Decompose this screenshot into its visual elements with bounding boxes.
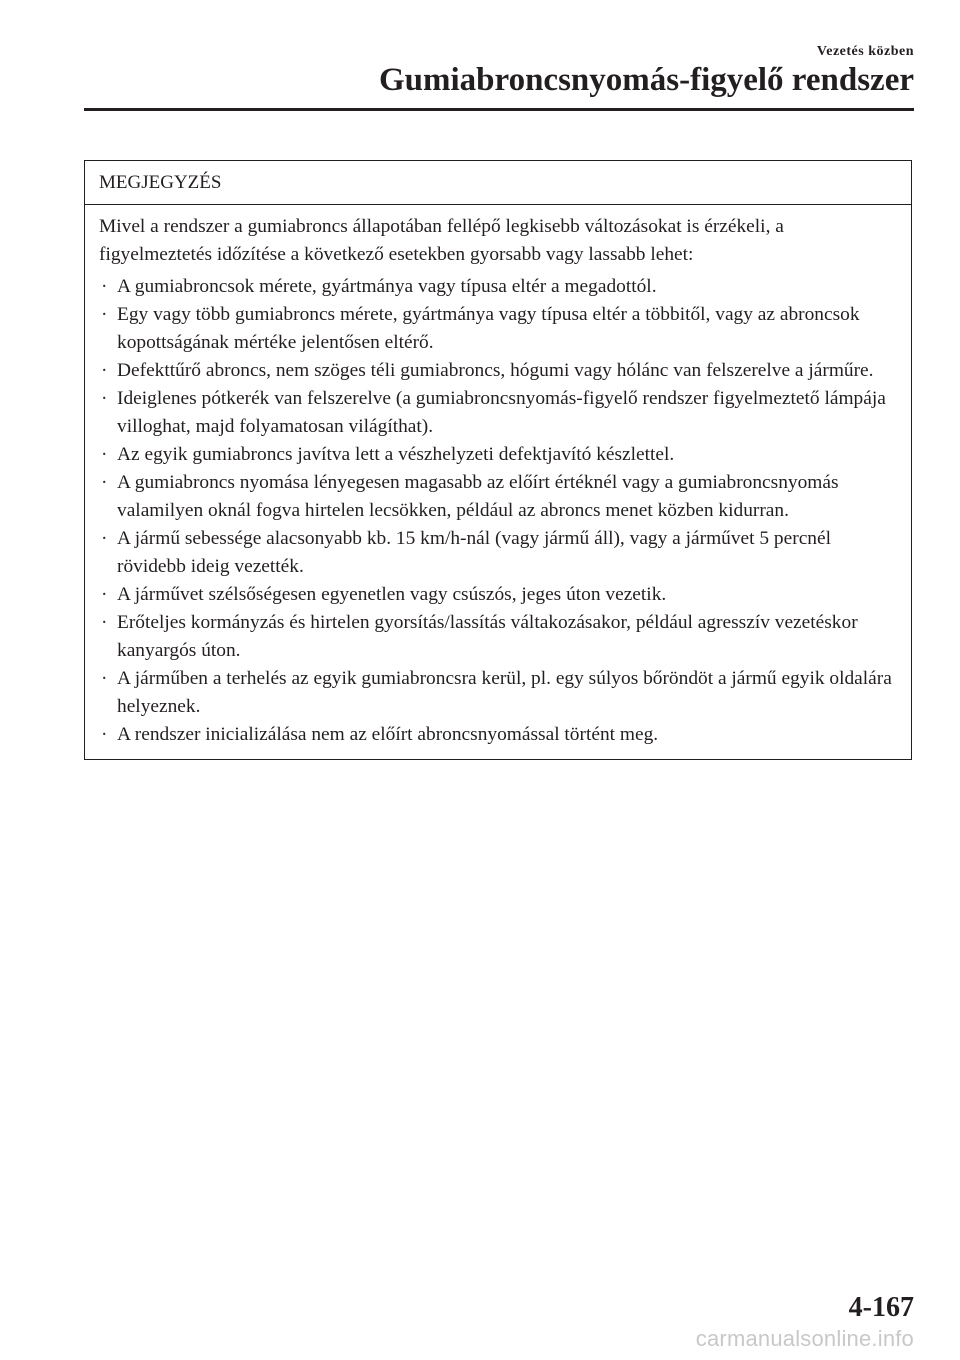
list-item-text: Ideiglenes pótkerék van felszerelve (a gumiabroncsnyomás-figyelő rendszer figyelmeztető lámpája villoghat, majd folyamatosan világíthat). — [117, 387, 886, 437]
list-item-text: A járművet szélsőségesen egyenetlen vagy csúszós, jeges úton vezetik. — [117, 583, 667, 605]
list-item — [99, 357, 897, 385]
section-label: Vezetés közben — [816, 44, 914, 59]
bullet-icon: · — [101, 387, 108, 409]
note-box — [84, 160, 912, 760]
list-item — [99, 441, 897, 469]
note-heading: MEGJEGYZÉS — [85, 161, 911, 205]
note-intro: Mivel a rendszer a gumiabroncs állapotában fellépő legkisebb változásokat is érzékeli, a figyelmeztetés időzítése a következő esetekben gyorsabb vagy lassabb lehet: — [99, 215, 784, 265]
list-item-text: A jármű sebessége alacsonyabb kb. 15 km/h-nál (vagy jármű áll), vagy a járművet 5 percnél rövidebb ideig vezették. — [117, 527, 831, 577]
list-item-text: A rendszer inicializálása nem az előírt abroncsnyomással történt meg. — [117, 723, 659, 745]
list-item — [99, 665, 897, 721]
list-item-text: Egy vagy több gumiabroncs mérete, gyártmánya vagy típusa eltér a többitől, vagy az abroncsok kopottságának mértéke jelentősen eltérő. — [117, 303, 860, 353]
list-item — [99, 525, 897, 581]
list-item-text: Az egyik gumiabroncs javítva lett a vészhelyzeti defektjavító készlettel. — [117, 443, 675, 465]
bullet-icon: · — [101, 527, 108, 549]
list-item — [99, 385, 897, 441]
list-item — [99, 609, 897, 665]
title-rule — [84, 108, 914, 111]
watermark: carmanualsonline.info — [695, 1326, 914, 1351]
bullet-icon: · — [101, 303, 108, 325]
list-item — [99, 469, 897, 525]
list-item-text: A gumiabroncsok mérete, gyártmánya vagy típusa eltér a megadottól. — [117, 275, 657, 297]
list-item — [99, 301, 897, 357]
bullet-icon: · — [101, 471, 108, 493]
list-item — [99, 581, 897, 609]
page-title: Gumiabroncsnyomás-figyelő rendszer — [378, 62, 914, 98]
bullet-icon: · — [101, 723, 108, 745]
page-number: 4-167 — [848, 1292, 914, 1323]
bullet-list — [99, 273, 897, 749]
bullet-icon: · — [101, 583, 108, 605]
list-item-text: Defekttűrő abroncs, nem szöges téli gumiabroncs, hógumi vagy hólánc van felszerelve a járműre. — [117, 359, 874, 381]
bullet-icon: · — [101, 611, 108, 633]
bullet-icon: · — [101, 443, 108, 465]
list-item — [99, 721, 897, 749]
bullet-icon: · — [101, 667, 108, 689]
list-item-text: Erőteljes kormányzás és hirtelen gyorsítás/lassítás váltakozásakor, például agresszív vezetéskor kanyargós úton. — [117, 611, 858, 661]
bullet-icon: · — [101, 359, 108, 381]
list-item-text: A járműben a terhelés az egyik gumiabroncsra kerül, pl. egy súlyos bőröndöt a jármű egyik oldalára helyeznek. — [117, 667, 892, 717]
note-body — [85, 205, 911, 759]
list-item — [99, 273, 897, 301]
bullet-icon: · — [101, 275, 108, 297]
list-item-text: A gumiabroncs nyomása lényegesen magasabb az előírt értéknél vagy a gumiabroncsnyomás valamilyen oknál fogva hirtelen lecsökken, például az abroncs menet közben kidurran. — [117, 471, 839, 521]
